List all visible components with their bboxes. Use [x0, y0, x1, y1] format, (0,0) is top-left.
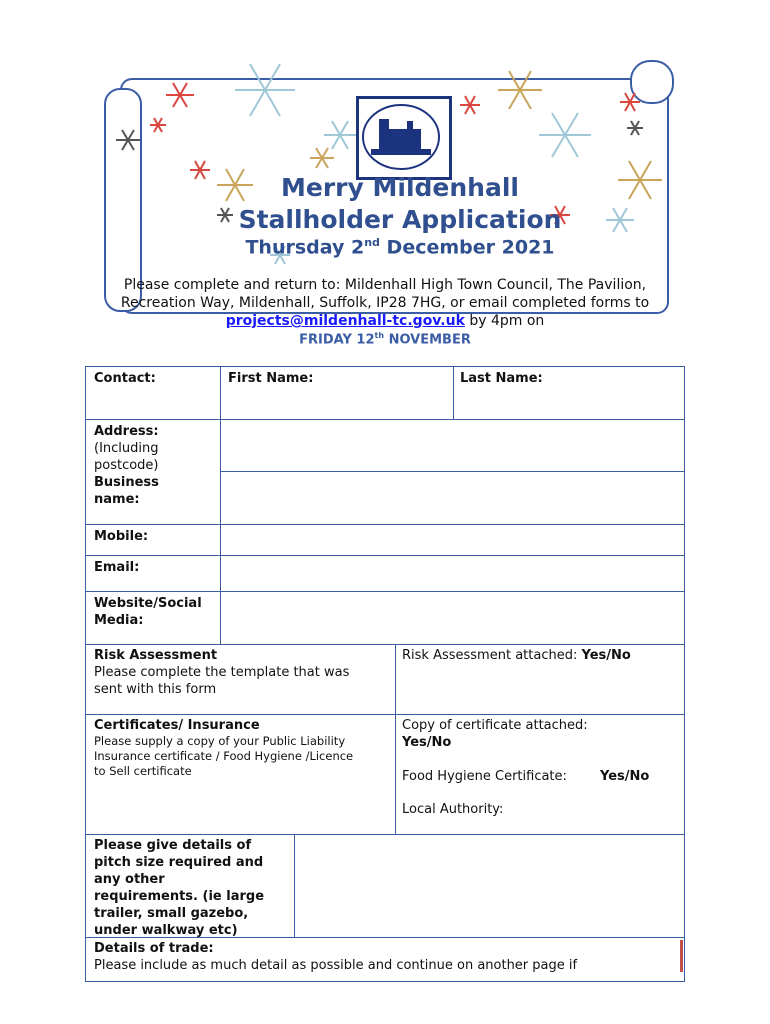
- snowflake-icon: [116, 130, 140, 150]
- copy-cert-label: Copy of certificate attached: Yes/No: [402, 718, 588, 750]
- mobile-input-cell[interactable]: [220, 524, 685, 556]
- trade-label: Details of trade: Please include as much detail as possible and continue on another page if: [94, 941, 578, 973]
- local-authority-label: Local Authority:: [402, 802, 504, 817]
- website-label: Website/Social Media:: [94, 596, 202, 628]
- council-logo: [356, 96, 452, 180]
- snowflake-icon: [324, 121, 356, 149]
- address-label: Address: (Including postcode) Business name:: [94, 424, 159, 507]
- deadline-time: by 4pm on: [464, 313, 545, 329]
- snowflake-icon: [618, 161, 662, 199]
- food-cert-yesno: Yes/No: [600, 769, 650, 784]
- pitch-label: Please give details of pitch size required and any other requirements. (ie large trailer, small gazebo, under walkway etc): [94, 838, 265, 938]
- website-input-cell[interactable]: [220, 591, 685, 645]
- deadline-date: FRIDAY 12th NOVEMBER: [299, 331, 471, 348]
- cert-label: Certificates/ Insurance Please supply a copy of your Public Liability Insurance certificate / Food Hygiene /Licence to Sell certificate: [94, 718, 354, 778]
- food-cert-label: Food Hygiene Certificate:: [402, 769, 567, 784]
- intro-line-1: Please complete and return to: Mildenhall High Town Council, The Pavilion,: [123, 277, 647, 293]
- address-input-cell[interactable]: [220, 419, 685, 472]
- business-input-cell[interactable]: [220, 471, 685, 525]
- email-label: Email:: [94, 560, 140, 575]
- snowflake-icon: [310, 148, 334, 168]
- pitch-input-cell[interactable]: [294, 834, 685, 938]
- email-link[interactable]: projects@mildenhall-tc.gov.uk: [225, 313, 465, 329]
- intro-line-2: Recreation Way, Mildenhall, Suffolk, IP28 7HG, or email completed forms to: [120, 295, 650, 311]
- risk-attached-label: Risk Assessment attached: Yes/No: [402, 648, 631, 663]
- snowflake-icon: [627, 121, 643, 135]
- last-name-label: Last Name:: [460, 371, 543, 386]
- snowflake-icon: [166, 83, 194, 107]
- email-input-cell[interactable]: [220, 555, 685, 592]
- first-name-label: First Name:: [228, 371, 314, 386]
- snowflake-icon: [235, 64, 295, 116]
- risk-label: Risk Assessment Please complete the template that was sent with this form: [94, 648, 350, 697]
- text-cursor-marker: [680, 940, 683, 972]
- intro-text: [60, 276, 710, 330]
- castle-icon: [359, 99, 443, 171]
- contact-label: Contact:: [94, 371, 156, 386]
- snowflake-icon: [150, 118, 166, 132]
- snowflake-icon: [460, 96, 480, 114]
- mobile-label: Mobile:: [94, 529, 149, 544]
- title-line-2: Stallholder Application: [238, 205, 562, 234]
- snowflake-icon: [620, 93, 640, 111]
- title-line-1: Merry Mildenhall: [281, 173, 519, 202]
- event-date: Thursday 2nd December 2021: [245, 236, 555, 259]
- snowflake-icon: [498, 71, 542, 109]
- snowflake-icon: [539, 113, 591, 157]
